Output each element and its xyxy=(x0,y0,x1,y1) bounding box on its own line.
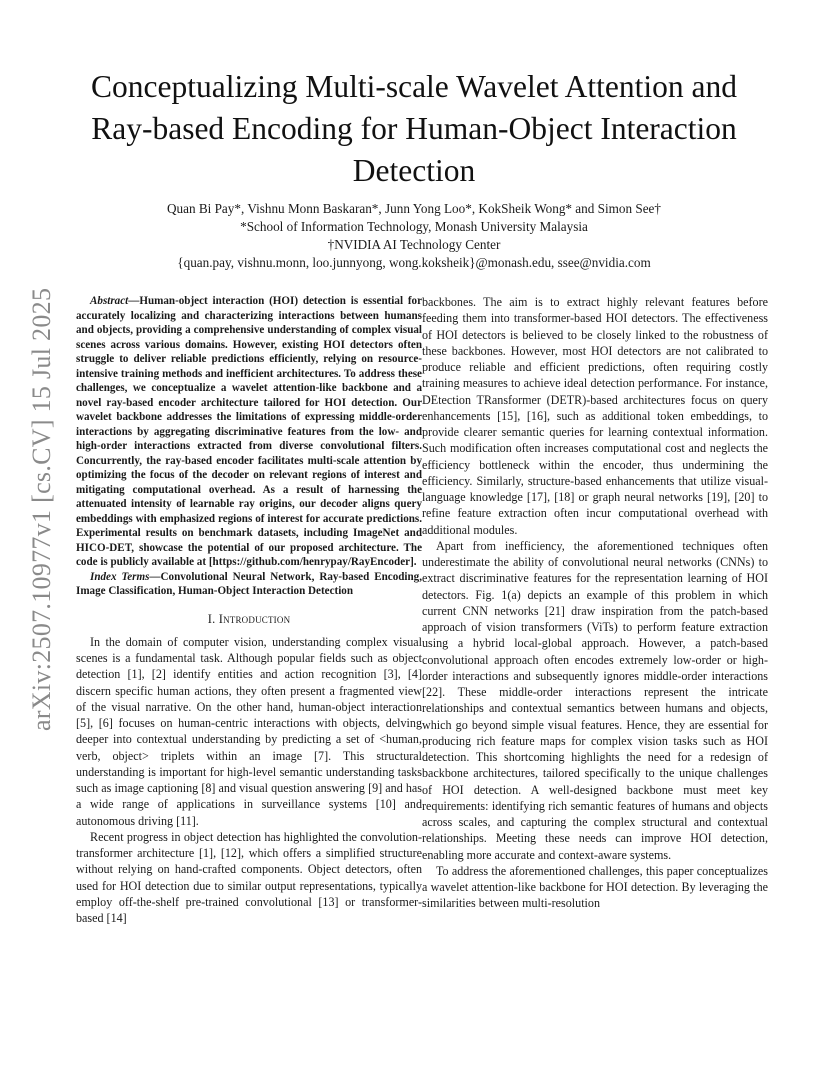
index-terms xyxy=(76,570,422,599)
left-column xyxy=(76,294,422,926)
section-heading-introduction: I. Introduction xyxy=(207,611,291,626)
paper-title: Conceptualizing Multi-scale Wavelet Attention and Ray-based Encoding for Human-Object Interaction Detection xyxy=(91,69,737,188)
affiliation-nvidia: †NVIDIA AI Technology Center xyxy=(327,237,501,252)
author-emails: {quan.pay, vishnu.monn, loo.junnyong, wong.koksheik}@monash.edu, ssee@nvidia.com xyxy=(177,255,651,270)
intro-paragraph-2: Recent progress in object detection has highlighted the convolution-transformer architecture [1], [12], which offers a simplified structure without relying on hand-crafted components. Object detectors, often used for HOI detection due to similar output representations, typically employ off-the-shelf pre-trained convolutional [13] or transformer-based [14] xyxy=(76,829,422,925)
affiliation-monash: *School of Information Technology, Monash University Malaysia xyxy=(240,219,588,234)
right-column xyxy=(422,294,768,912)
author-block xyxy=(70,200,758,272)
abstract-lead: Abstract xyxy=(90,295,129,307)
arxiv-identifier: arXiv:2507.10977v1 [cs.CV] 15 Jul 2025 xyxy=(27,287,56,731)
intro-paragraph-1: In the domain of computer vision, understanding complex visual scenes is a fundamental task. Although popular fields such as object detection [1], [2] identify entities and action recognition [3], [4] discern specific human actions, they often present a fragmented view of the visual narrative. On the other hand, human-object interaction [5], [6] focuses on human-centric interactions with objects, delving deeper into contextual understanding by predicting a set of <human, verb, object> triplets within an image [7]. This structural understanding is important for high-level semantic understanding tasks such as image captioning [8] and visual question answering [9] and has a wide range of applications in surveillance systems [10] and autonomous driving [11]. xyxy=(76,634,422,828)
abstract-text: —Human-object interaction (HOI) detection is essential for accurately localizing and characterizing interactions between humans and objects, providing a comprehensive understanding of complex visual scenes across various domains. However, existing HOI detectors often struggle to deliver reliable predictions efficiently, relying on resource-intensive training methods and inefficient architectures. To address these challenges, we conceptualize a wavelet attention-like backbone and a novel ray-based encoder architecture tailored for HOI detection. Our wavelet backbone addresses the limitations of expressing middle-order interactions by aggregating discriminative features from the low- and high-order interactions extracted from diverse convolutional filters. Concurrently, the ray-based encoder facilitates multi-scale attention by optimizing the focus of the decoder on relevant regions of interest and mitigating computational overhead. As a result of harnessing the attenuated intensity of learnable ray origins, our decoder aligns query embeddings with emphasized regions of interest for accurate predictions. Experimental results on benchmark datasets, including ImageNet and HICO-DET, showcase the potential of our proposed architecture. The code is publicly available at [https://github.com/henrypay/RayEncoder]. xyxy=(76,295,422,568)
author-list: Quan Bi Pay*, Vishnu Monn Baskaran*, Junn Yong Loo*, KokSheik Wong* and Simon See† xyxy=(166,201,662,216)
intro-paragraph-4: Apart from inefficiency, the aforementioned techniques often underestimate the ability of convolutional neural networks (CNNs) to extract discriminative features for the representation learning of HOI detectors. Fig. 1(a) depicts an example of this problem in which current CNN networks [21] draw inspiration from the patch-based approach of vision transformers (ViTs) to perform feature extraction using a hybrid local-global approach. However, a patch-based convolutional approach often encodes extremely low-order or high-order interactions and subsequently ignores middle-order interactions [22]. These middle-order interactions represent the intricate relationships and contextual semantics between humans and objects, which go beyond simple visual features. Hence, they are essential for producing rich feature maps for complex vision tasks such as HOI detection. This shortcoming highlights the need for a redesign of backbone architectures, tailored specifically to the unique challenges of HOI detection. A well-designed backbone must meet key requirements: identifying rich semantic features of humans and objects across scales, and capturing the complex structural and contextual relationships. Meeting these needs can improve HOI detection, enabling more accurate and context-aware systems. xyxy=(422,538,768,862)
index-terms-lead: Index Terms xyxy=(90,570,150,583)
intro-paragraph-5: To address the aforementioned challenges, this paper conceptualizes a wavelet attention-like backbone for HOI detection. By leveraging the similarities between multi-resolution xyxy=(422,863,768,911)
abstract xyxy=(76,294,422,570)
index-terms-text: —Convolutional Neural Network, Ray-based Encoding, Image Classification, Human-Object Interaction Detection xyxy=(76,570,422,597)
intro-paragraph-3: backbones. The aim is to extract highly relevant features before feeding them into transformer-based HOI detectors. The effectiveness of HOI detectors is believed to be closely linked to the robustness of these backbones. However, most HOI detectors are not calibrated to produce reliable and efficient predictions, often requiring costly training measures to achieve ideal detection performance. For instance, DEtection TRansformer (DETR)-based architectures focus on query enhancements [15], [16], such as additional token embeddings, to provide clearer semantic queries for learning contextual information. Such modification often increases computational cost and neglects the efficiency bottleneck within the encoder, thus undermining the efficiency. Similarly, structure-based enhancements that utilize visual-language knowledge [17], [18] or graph neural networks [19], [20] to refine feature extraction often incur computational overhead with additional modules. xyxy=(422,295,768,537)
